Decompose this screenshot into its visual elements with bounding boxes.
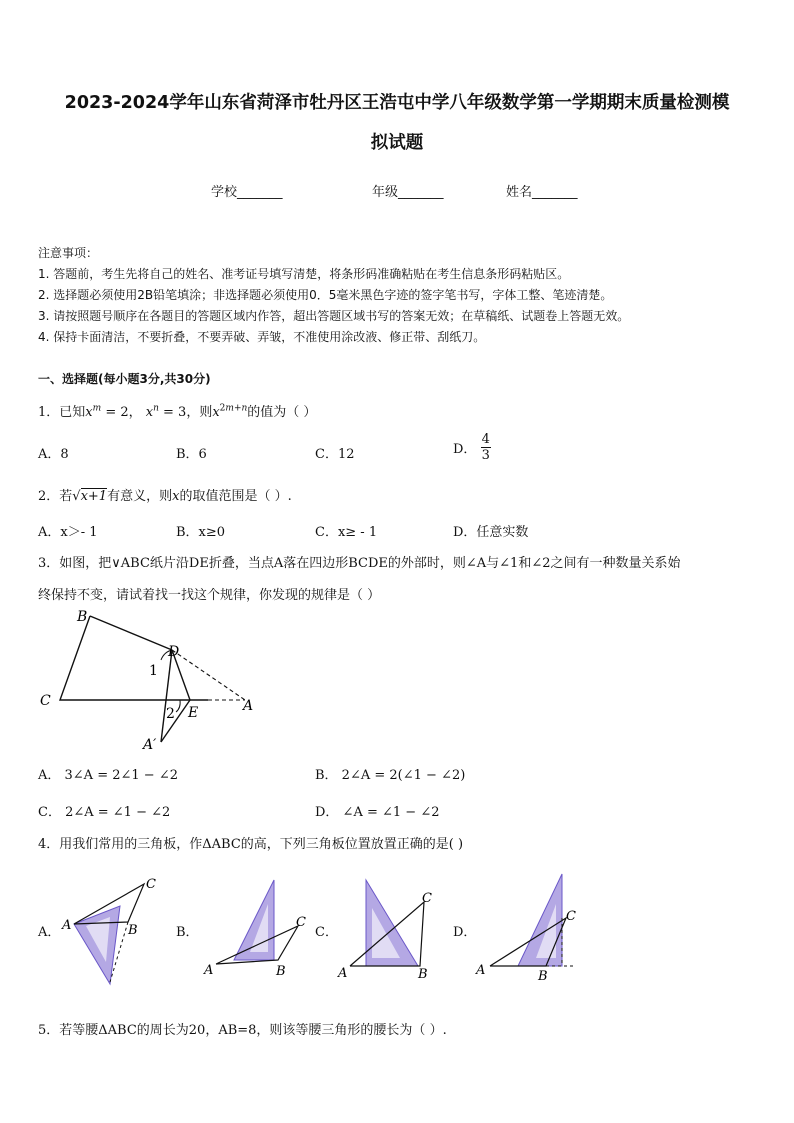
question-2 bbox=[38, 485, 292, 504]
q4-option-d-label[interactable]: D． bbox=[453, 925, 477, 940]
label-angle-1: 1 bbox=[149, 663, 158, 679]
exam-title-line1: 2023-2024学年山东省菏泽市牡丹区王浩屯中学八年级数学第一学期期末质量检测模 bbox=[64, 93, 730, 113]
label-A: A bbox=[476, 963, 486, 978]
q2-suffix: 的取值范围是（ ）. bbox=[179, 489, 292, 504]
q2-option-b[interactable]: B．x≥0 bbox=[176, 525, 226, 540]
label-C: C bbox=[296, 915, 306, 930]
notice-item-4: 4. 保持卡面清洁，不要折叠，不要弄破、弄皱，不准使用涂改液、修正带、刮纸刀。 bbox=[38, 330, 486, 344]
q1-option-a[interactable]: A．8 bbox=[38, 447, 69, 462]
label-C: C bbox=[422, 891, 432, 906]
label-C: C bbox=[146, 877, 156, 892]
notice-heading: 注意事项： bbox=[38, 246, 99, 260]
q4-option-a-label[interactable]: A． bbox=[38, 925, 61, 940]
q3-option-d[interactable]: D． ∠A = ∠1 − ∠2 bbox=[315, 805, 440, 820]
exam-title-line2: 拟试题 bbox=[370, 133, 424, 153]
q2-var: x bbox=[172, 489, 180, 504]
q2-mid: 有意义，则 bbox=[107, 489, 173, 504]
fold-triangle-figure bbox=[30, 604, 270, 752]
notice-item-3: 3. 请按照题号顺序在各题目的答题区域内作答，超出答题区域书写的答案无效；在草稿纸、试题卷上答题无效。 bbox=[38, 309, 630, 323]
name-field: 姓名_______ bbox=[506, 185, 578, 200]
dashed-da bbox=[172, 650, 245, 700]
edge-bd bbox=[90, 616, 172, 650]
q1-suffix: 的值为（ ） bbox=[247, 405, 317, 420]
school-field: 学校_______ bbox=[211, 185, 283, 200]
label-E: E bbox=[188, 705, 199, 721]
notice-item-1: 1. 答题前，考生先将自己的姓名、准考证号填写清楚，将条形码准确粘贴在考生信息条形码粘贴区。 bbox=[38, 267, 570, 281]
label-A: A bbox=[62, 918, 72, 933]
fraction-denominator: 3 bbox=[481, 448, 490, 463]
question-3-line1: 3．如图，把∨ABC纸片沿DE折叠，当点A落在四边形BCDE的外部时，则∠A与∠1和∠2之间有一种数量关系始 bbox=[38, 556, 681, 571]
label-B: B bbox=[276, 964, 286, 979]
notice-item-2: 2. 选择题必须使用2B铅笔填涂；非选择题必须使用0．5毫米黑色字迹的签字笔书写，字体工整、笔迹清楚。 bbox=[38, 288, 613, 302]
label-B: B bbox=[418, 967, 428, 982]
label-B: B bbox=[77, 609, 88, 625]
q4-figure-c bbox=[336, 878, 456, 982]
angle-2-arc bbox=[176, 700, 180, 712]
fraction-numerator: 4 bbox=[481, 432, 490, 447]
sqrt-radicand: x+1 bbox=[80, 489, 108, 504]
q1-cond: = 2， bbox=[105, 405, 142, 420]
q1-prefix: 1．已知 bbox=[38, 405, 86, 420]
q4-figure-b bbox=[200, 878, 320, 982]
q1-option-d-label: D． bbox=[453, 442, 477, 457]
question-4: 4．用我们常用的三角板，作ΔABC的高，下列三角板位置放置正确的是( ) bbox=[38, 837, 464, 852]
label-B: B bbox=[128, 923, 138, 938]
q3-option-a[interactable]: A． 3∠A = 2∠1 − ∠2 bbox=[38, 768, 178, 783]
label-D: D bbox=[168, 644, 180, 660]
label-angle-2: 2 bbox=[166, 706, 175, 722]
q4-option-b-label[interactable]: B． bbox=[176, 925, 199, 940]
label-C: C bbox=[40, 693, 51, 709]
label-A-prime: A′ bbox=[143, 737, 157, 752]
q2-option-d[interactable]: D．任意实数 bbox=[453, 525, 529, 540]
q1-option-c[interactable]: C．12 bbox=[315, 447, 355, 462]
q4-option-c-label[interactable]: C． bbox=[315, 925, 338, 940]
q2-option-a[interactable]: A．x＞- 1 bbox=[38, 525, 98, 540]
section-heading: 一、选择题(每小题3分,共30分) bbox=[38, 372, 211, 386]
label-A: A bbox=[243, 698, 254, 714]
q2-prefix: 2．若 bbox=[38, 489, 73, 504]
fraction bbox=[481, 432, 491, 463]
label-A: A bbox=[204, 963, 214, 978]
q4-figure-d bbox=[474, 872, 594, 982]
question-5: 5．若等腰ΔABC的周长为20，AB=8，则该等腰三角形的腰长为（ ）. bbox=[38, 1023, 447, 1038]
question-3-line2: 终保持不变，请试着找一找这个规律，你发现的规律是（ ） bbox=[38, 588, 381, 603]
q3-option-b[interactable]: B． 2∠A = 2(∠1 − ∠2) bbox=[315, 768, 466, 783]
label-C: C bbox=[566, 909, 576, 924]
q1-option-d[interactable] bbox=[453, 432, 491, 463]
q2-option-c[interactable]: C．x≥ - 1 bbox=[315, 525, 378, 540]
q1-option-b[interactable]: B．6 bbox=[176, 447, 207, 462]
grade-field: 年级_______ bbox=[372, 185, 444, 200]
sqrt-symbol: √ bbox=[72, 489, 81, 504]
q3-option-c[interactable]: C． 2∠A = ∠1 − ∠2 bbox=[38, 805, 171, 820]
label-A: A bbox=[338, 966, 348, 981]
q4-figure-a bbox=[60, 874, 170, 992]
q1-cond2: = 3，则 bbox=[163, 405, 213, 420]
label-B: B bbox=[538, 969, 548, 982]
question-1: 1．已知$x^m = 2$， $x^n = 3$，则$x^{2m+n}$的值为（ ） bbox=[38, 403, 317, 420]
